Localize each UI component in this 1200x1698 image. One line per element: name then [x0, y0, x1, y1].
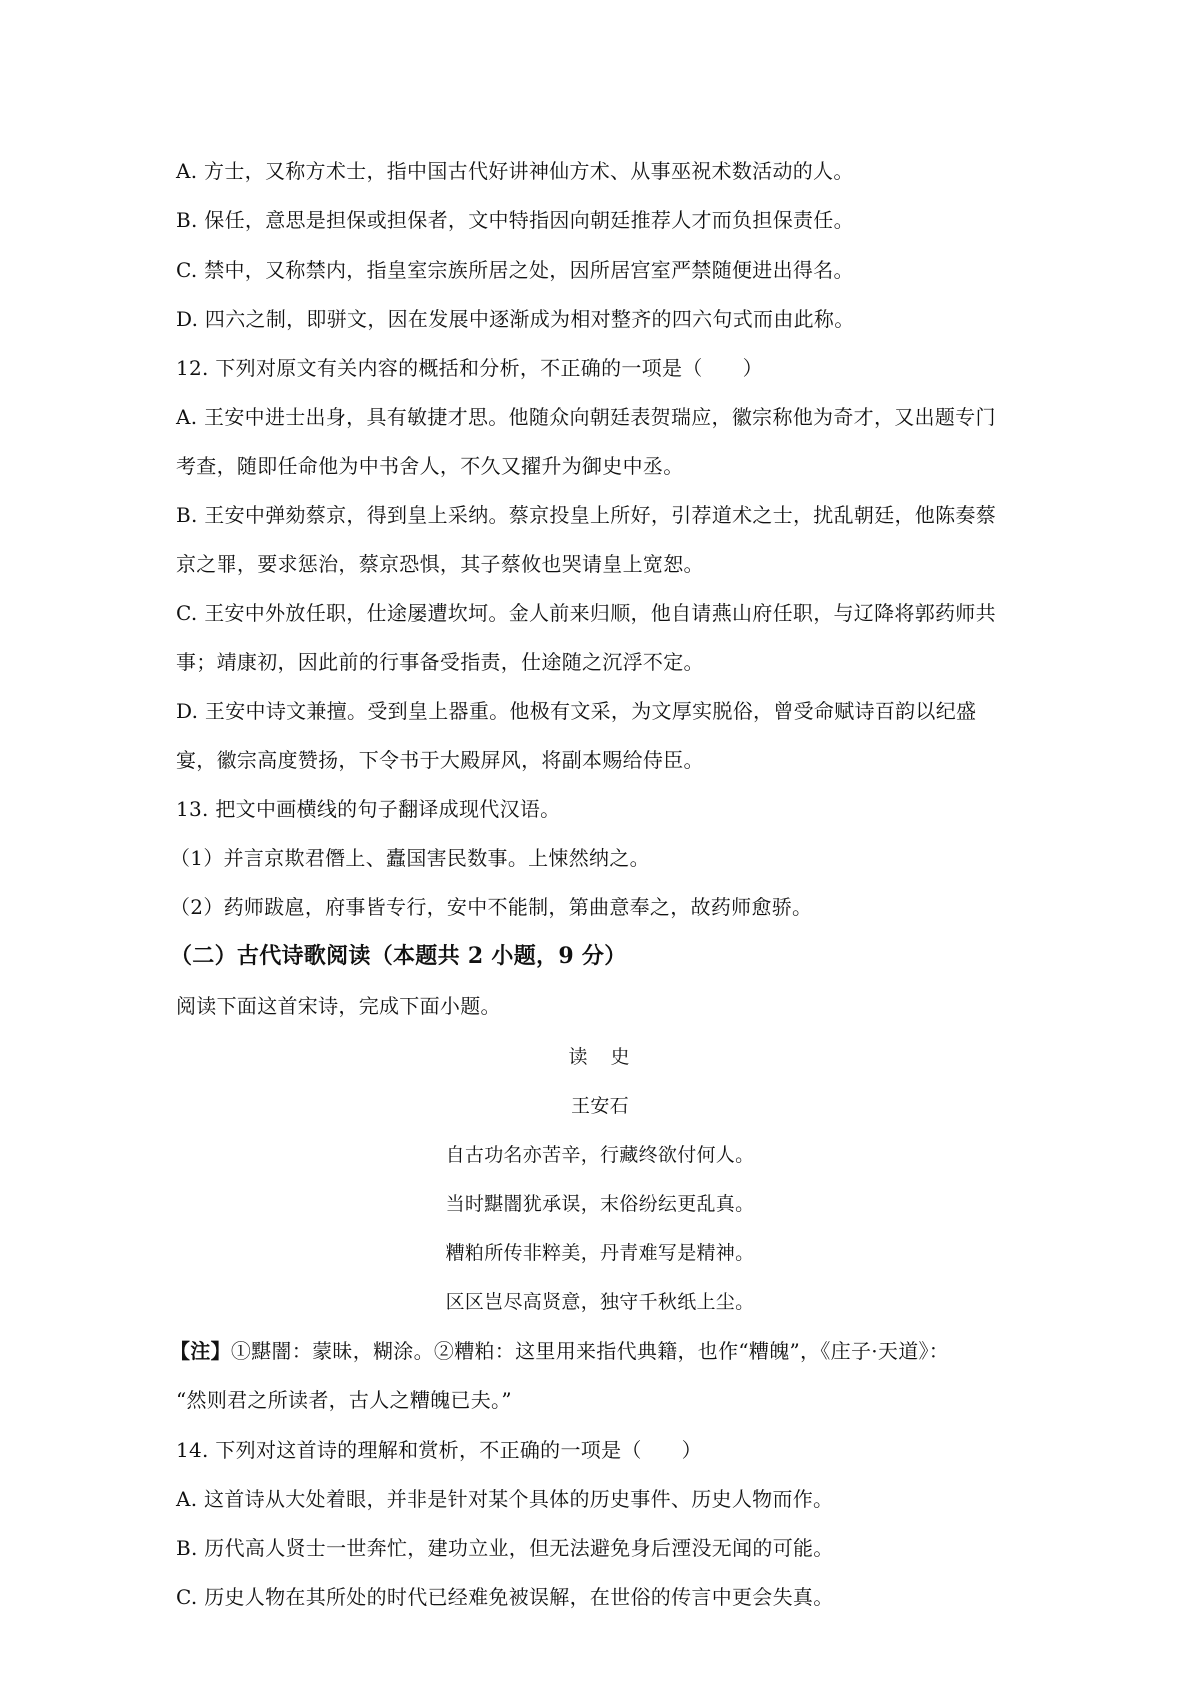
q14-option-a: A. 这首诗从大处着眼，并非是针对某个具体的历史事件、历史人物而作。: [176, 1487, 834, 1511]
q12-option-c-line1: C. 王安中外放任职，仕途屡遭坎坷。金人前来归顺，他自请燕山府任职，与辽降将郭药师共: [176, 601, 996, 625]
section2-intro: 阅读下面这首宋诗，完成下面小题。: [176, 994, 501, 1018]
poem-note-line2: “然则君之所读者，古人之糟魄已夫。”: [176, 1388, 512, 1412]
q11-option-c: C. 禁中，又称禁内，指皇室宗族所居之处，因所居宫室严禁随便进出得名。: [176, 258, 854, 282]
poem-note-line1: 【注】①黮闇：蒙昧，糊涂。②糟粕：这里用来指代典籍，也作“糟魄”，《庄子·天道》：: [170, 1339, 950, 1363]
note-tag: 【注】: [170, 1339, 231, 1363]
q12-option-d-line2: 宴，徽宗高度赞扬，下令书于大殿屏风，将副本赐给侍臣。: [176, 748, 704, 772]
q12-stem: 12. 下列对原文有关内容的概括和分析，不正确的一项是（ ）: [176, 356, 763, 380]
q11-option-d: D. 四六之制，即骈文，因在发展中逐渐成为相对整齐的四六句式而由此称。: [176, 307, 855, 331]
poem-line-3: 糟粕所传非粹美，丹青难写是精神。: [445, 1242, 755, 1264]
q13-item-1: （1）并言京欺君僭上、蠹国害民数事。上悚然纳之。: [170, 846, 650, 870]
q12-option-b-line1: B. 王安中弹劾蔡京，得到皇上采纳。蔡京投皇上所好，引荐道术之士，扰乱朝廷，他陈奏蔡: [176, 503, 997, 527]
q12-option-d-line1: D. 王安中诗文兼擅。受到皇上器重。他极有文采，为文厚实脱俗，曾受命赋诗百韵以纪盛: [176, 699, 977, 723]
q14-option-b: B. 历代高人贤士一世奔忙，建功立业，但无法避免身后湮没无闻的可能。: [176, 1536, 834, 1560]
q12-option-c-line2: 事；靖康初，因此前的行事备受指责，仕途随之沉浮不定。: [176, 650, 704, 674]
q12-option-a-line1: A. 王安中进士出身，具有敏捷才思。他随众向朝廷表贺瑞应，徽宗称他为奇才，又出题专门: [176, 405, 996, 429]
poem-title: 读 史: [568, 1046, 632, 1068]
q11-option-a: A. 方士，又称方术士，指中国古代好讲神仙方术、从事巫祝术数活动的人。: [176, 159, 854, 183]
q12-option-a-line2: 考查，随即任命他为中书舍人，不久又擢升为御史中丞。: [176, 454, 684, 478]
q13-item-2: （2）药师跋扈，府事皆专行，安中不能制，第曲意奉之，故药师愈骄。: [170, 895, 813, 919]
poem-line-1: 自古功名亦苦辛，行藏终欲付何人。: [445, 1144, 755, 1166]
q11-option-b: B. 保任，意思是担保或担保者，文中特指因向朝廷推荐人才而负担保责任。: [176, 208, 854, 232]
q14-option-c: C. 历史人物在其所处的时代已经难免被误解，在世俗的传言中更会失真。: [176, 1585, 834, 1609]
section2-heading: （二）古代诗歌阅读（本题共 2 小题，9 分）: [170, 943, 627, 969]
poem-line-2: 当时黮闇犹承误，末俗纷纭更乱真。: [445, 1193, 755, 1215]
q14-stem: 14. 下列对这首诗的理解和赏析，不正确的一项是（ ）: [176, 1438, 702, 1462]
poem-line-4: 区区岂尽高贤意，独守千秋纸上尘。: [445, 1291, 755, 1313]
poem-author: 王安石: [571, 1095, 629, 1117]
q12-option-b-line2: 京之罪，要求惩治，蔡京恐惧，其子蔡攸也哭请皇上宽恕。: [176, 552, 704, 576]
q13-stem: 13. 把文中画横线的句子翻译成现代汉语。: [176, 797, 561, 821]
